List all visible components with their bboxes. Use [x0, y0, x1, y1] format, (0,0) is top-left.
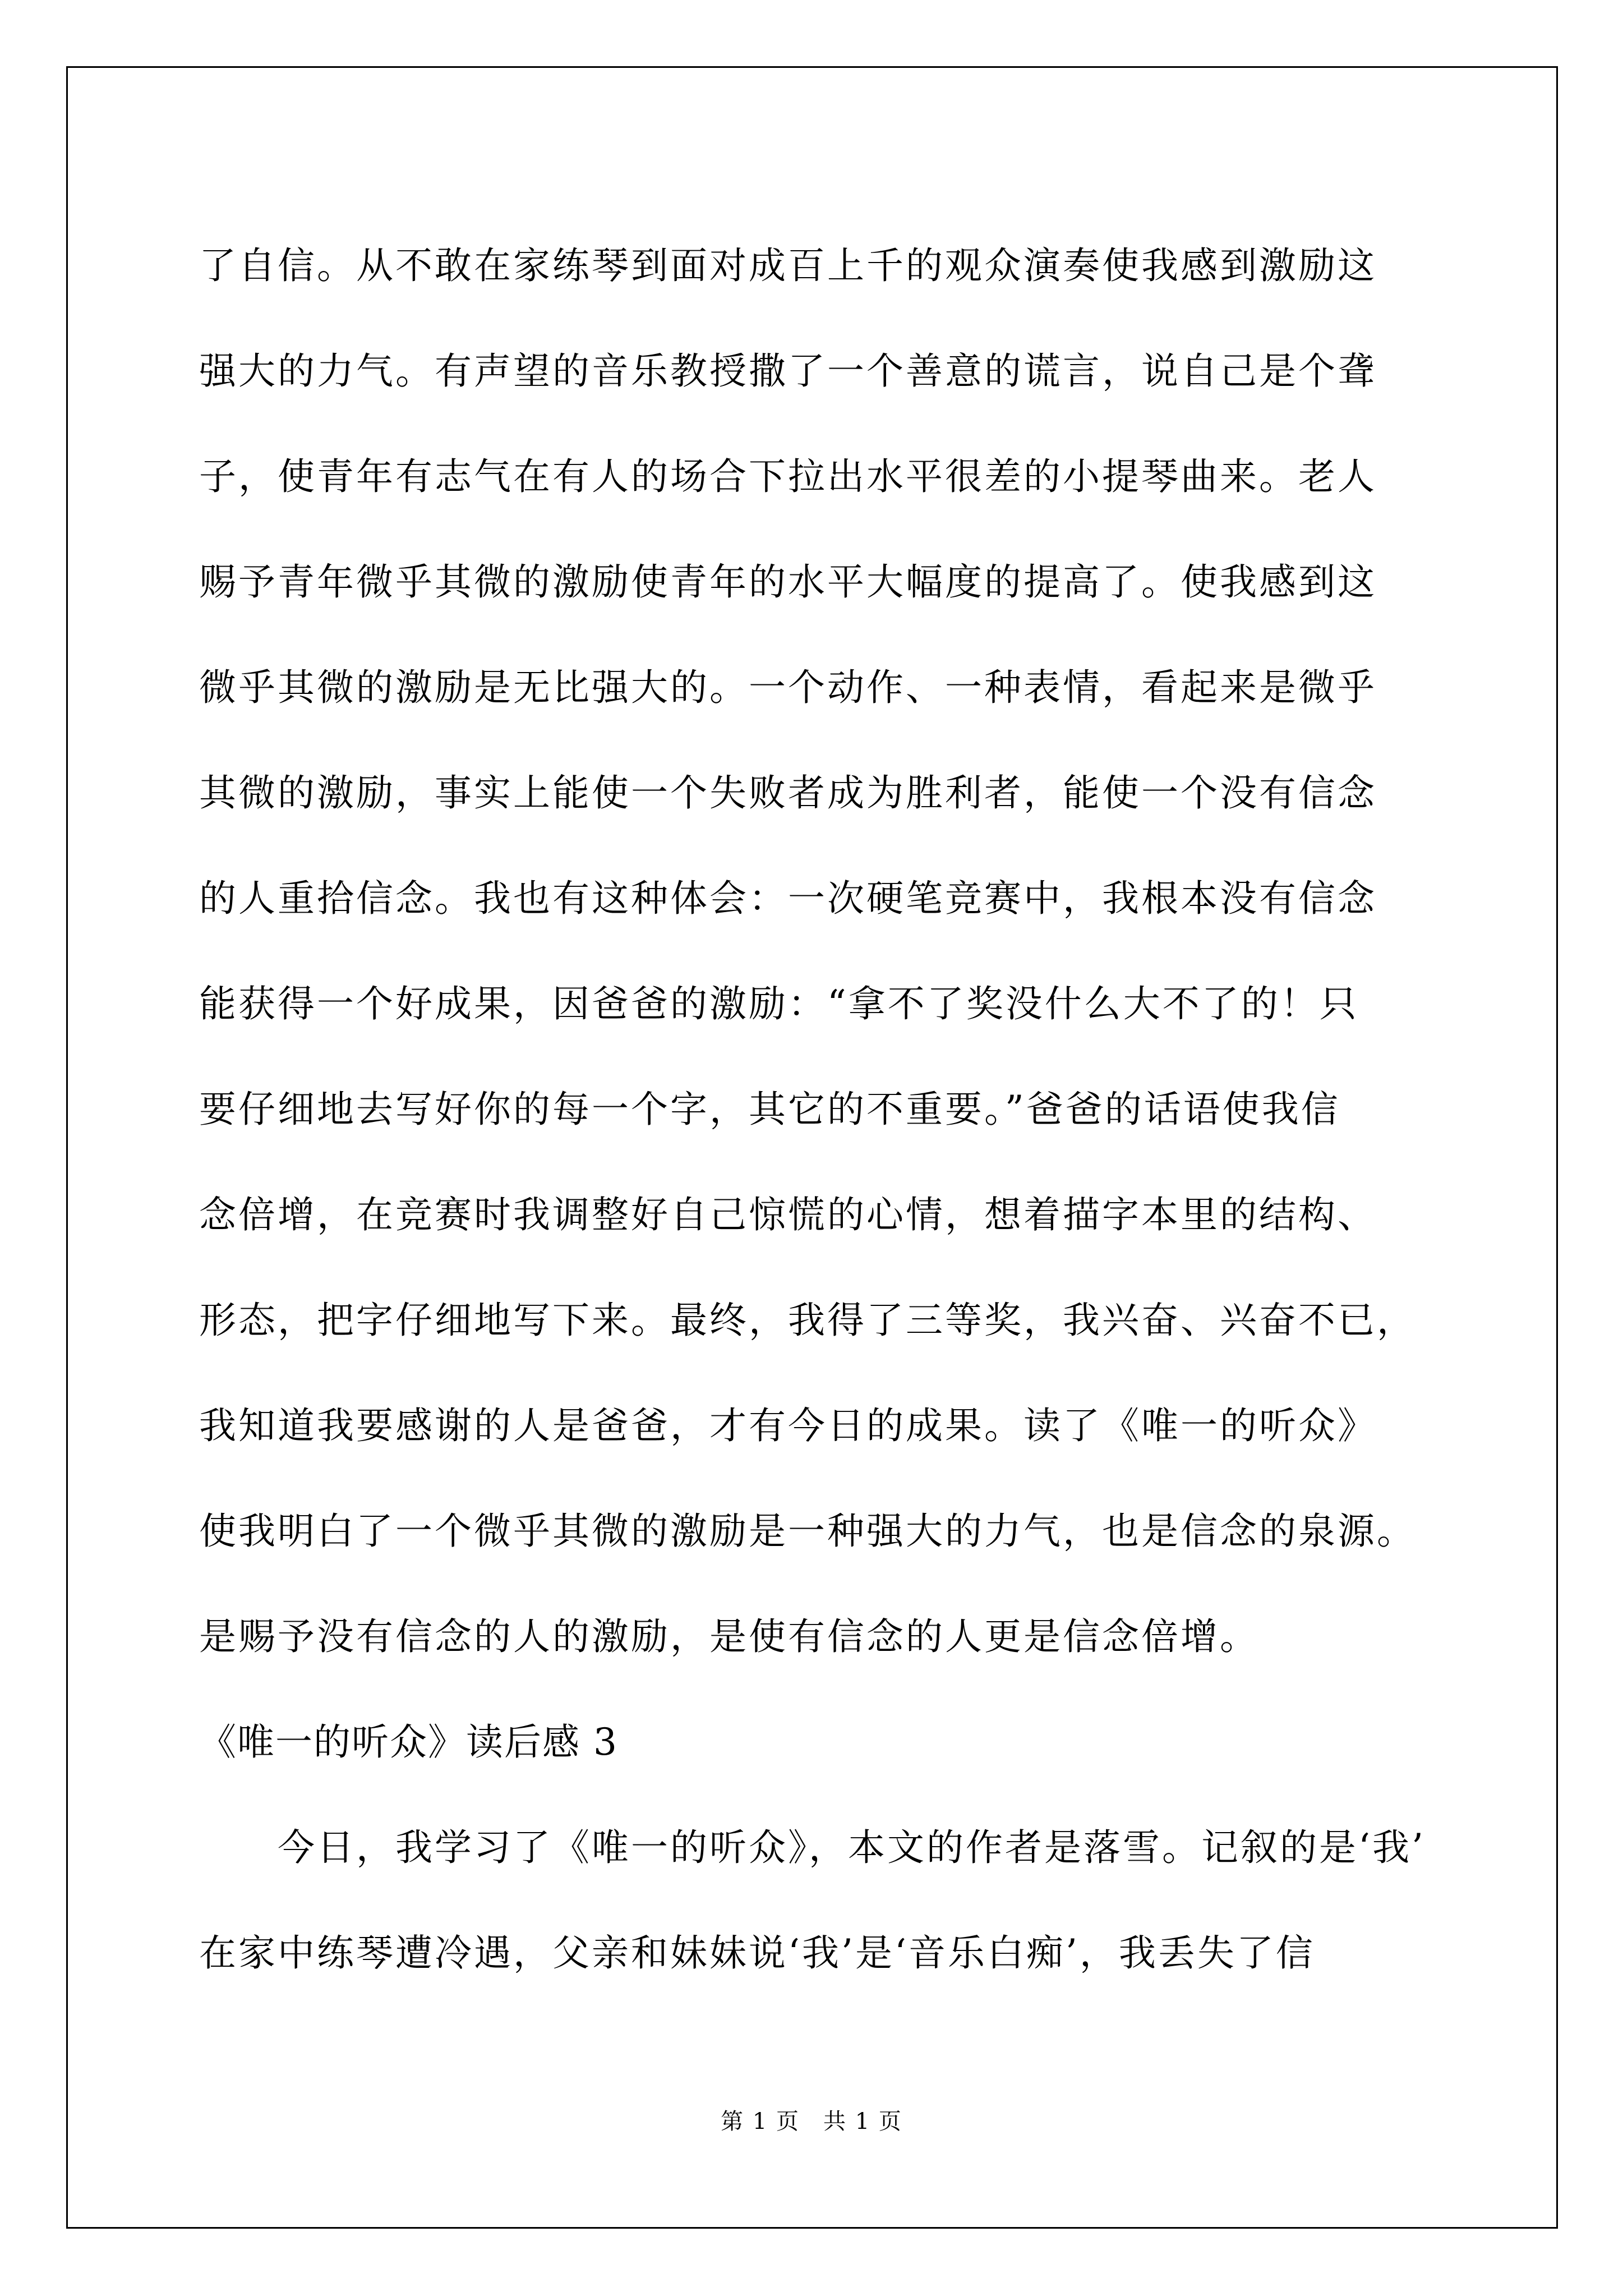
paragraph-line: 微乎其微的激励是无比强大的。一个动作、一种表情，看起来是微乎	[199, 666, 1377, 709]
paragraph-line: 要仔细地去写好你的每一个字，其它的不重要。”爸爸的话语使我信	[199, 1088, 1340, 1131]
paragraph-line: 今日，我学习了《唯一的听众》，本文的作者是落雪。记叙的是‘我’	[278, 1826, 1426, 1869]
paragraph-line: 强大的力气。有声望的音乐教授撒了一个善意的谎言，说自己是个聋	[199, 349, 1377, 393]
document-body	[199, 213, 1489, 2006]
paragraph-line: 能获得一个好成果，因爸爸的激励：“拿不了奖没什么大不了的！只	[199, 982, 1359, 1025]
paragraph-line: 念倍增，在竞赛时我调整好自己惊慌的心情，想着描字本里的结构、	[199, 1193, 1377, 1236]
paragraph-line: 赐予青年微乎其微的激励使青年的水平大幅度的提高了。使我感到这	[199, 560, 1377, 604]
paragraph-line: 了自信。从不敢在家练琴到面对成百上千的观众演奏使我感到激励这	[199, 244, 1377, 287]
paragraph-line: 是赐予没有信念的人的激励，是使有信念的人更是信念倍增。	[199, 1615, 1259, 1658]
paragraph-line: 子，使青年有志气在有人的场合下拉出水平很差的小提琴曲来。老人	[199, 455, 1377, 498]
paragraph-line: 使我明白了一个微乎其微的激励是一种强大的力气，也是信念的泉源。	[199, 1510, 1416, 1553]
paragraph-line: 在家中练琴遭冷遇，父亲和妹妹说‘我’是‘音乐白痴’，我丢失了信	[199, 1931, 1315, 1975]
paragraph-line: 形态，把字仔细地写下来。最终，我得了三等奖，我兴奋、兴奋不已，	[199, 1299, 1416, 1342]
paragraph-line: 我知道我要感谢的人是爸爸，才有今日的成果。读了《唯一的听众》	[199, 1404, 1377, 1447]
page-number: 第 1 页 共 1 页	[721, 2109, 902, 2134]
paragraph-line: 的人重拾信念。我也有这种体会：一次硬笔竞赛中，我根本没有信念	[199, 877, 1377, 920]
paragraph-line: 其微的激励，事实上能使一个失败者成为胜利者，能使一个没有信念	[199, 771, 1377, 815]
section-title: 《唯一的听众》读后感 3	[199, 1720, 618, 1764]
